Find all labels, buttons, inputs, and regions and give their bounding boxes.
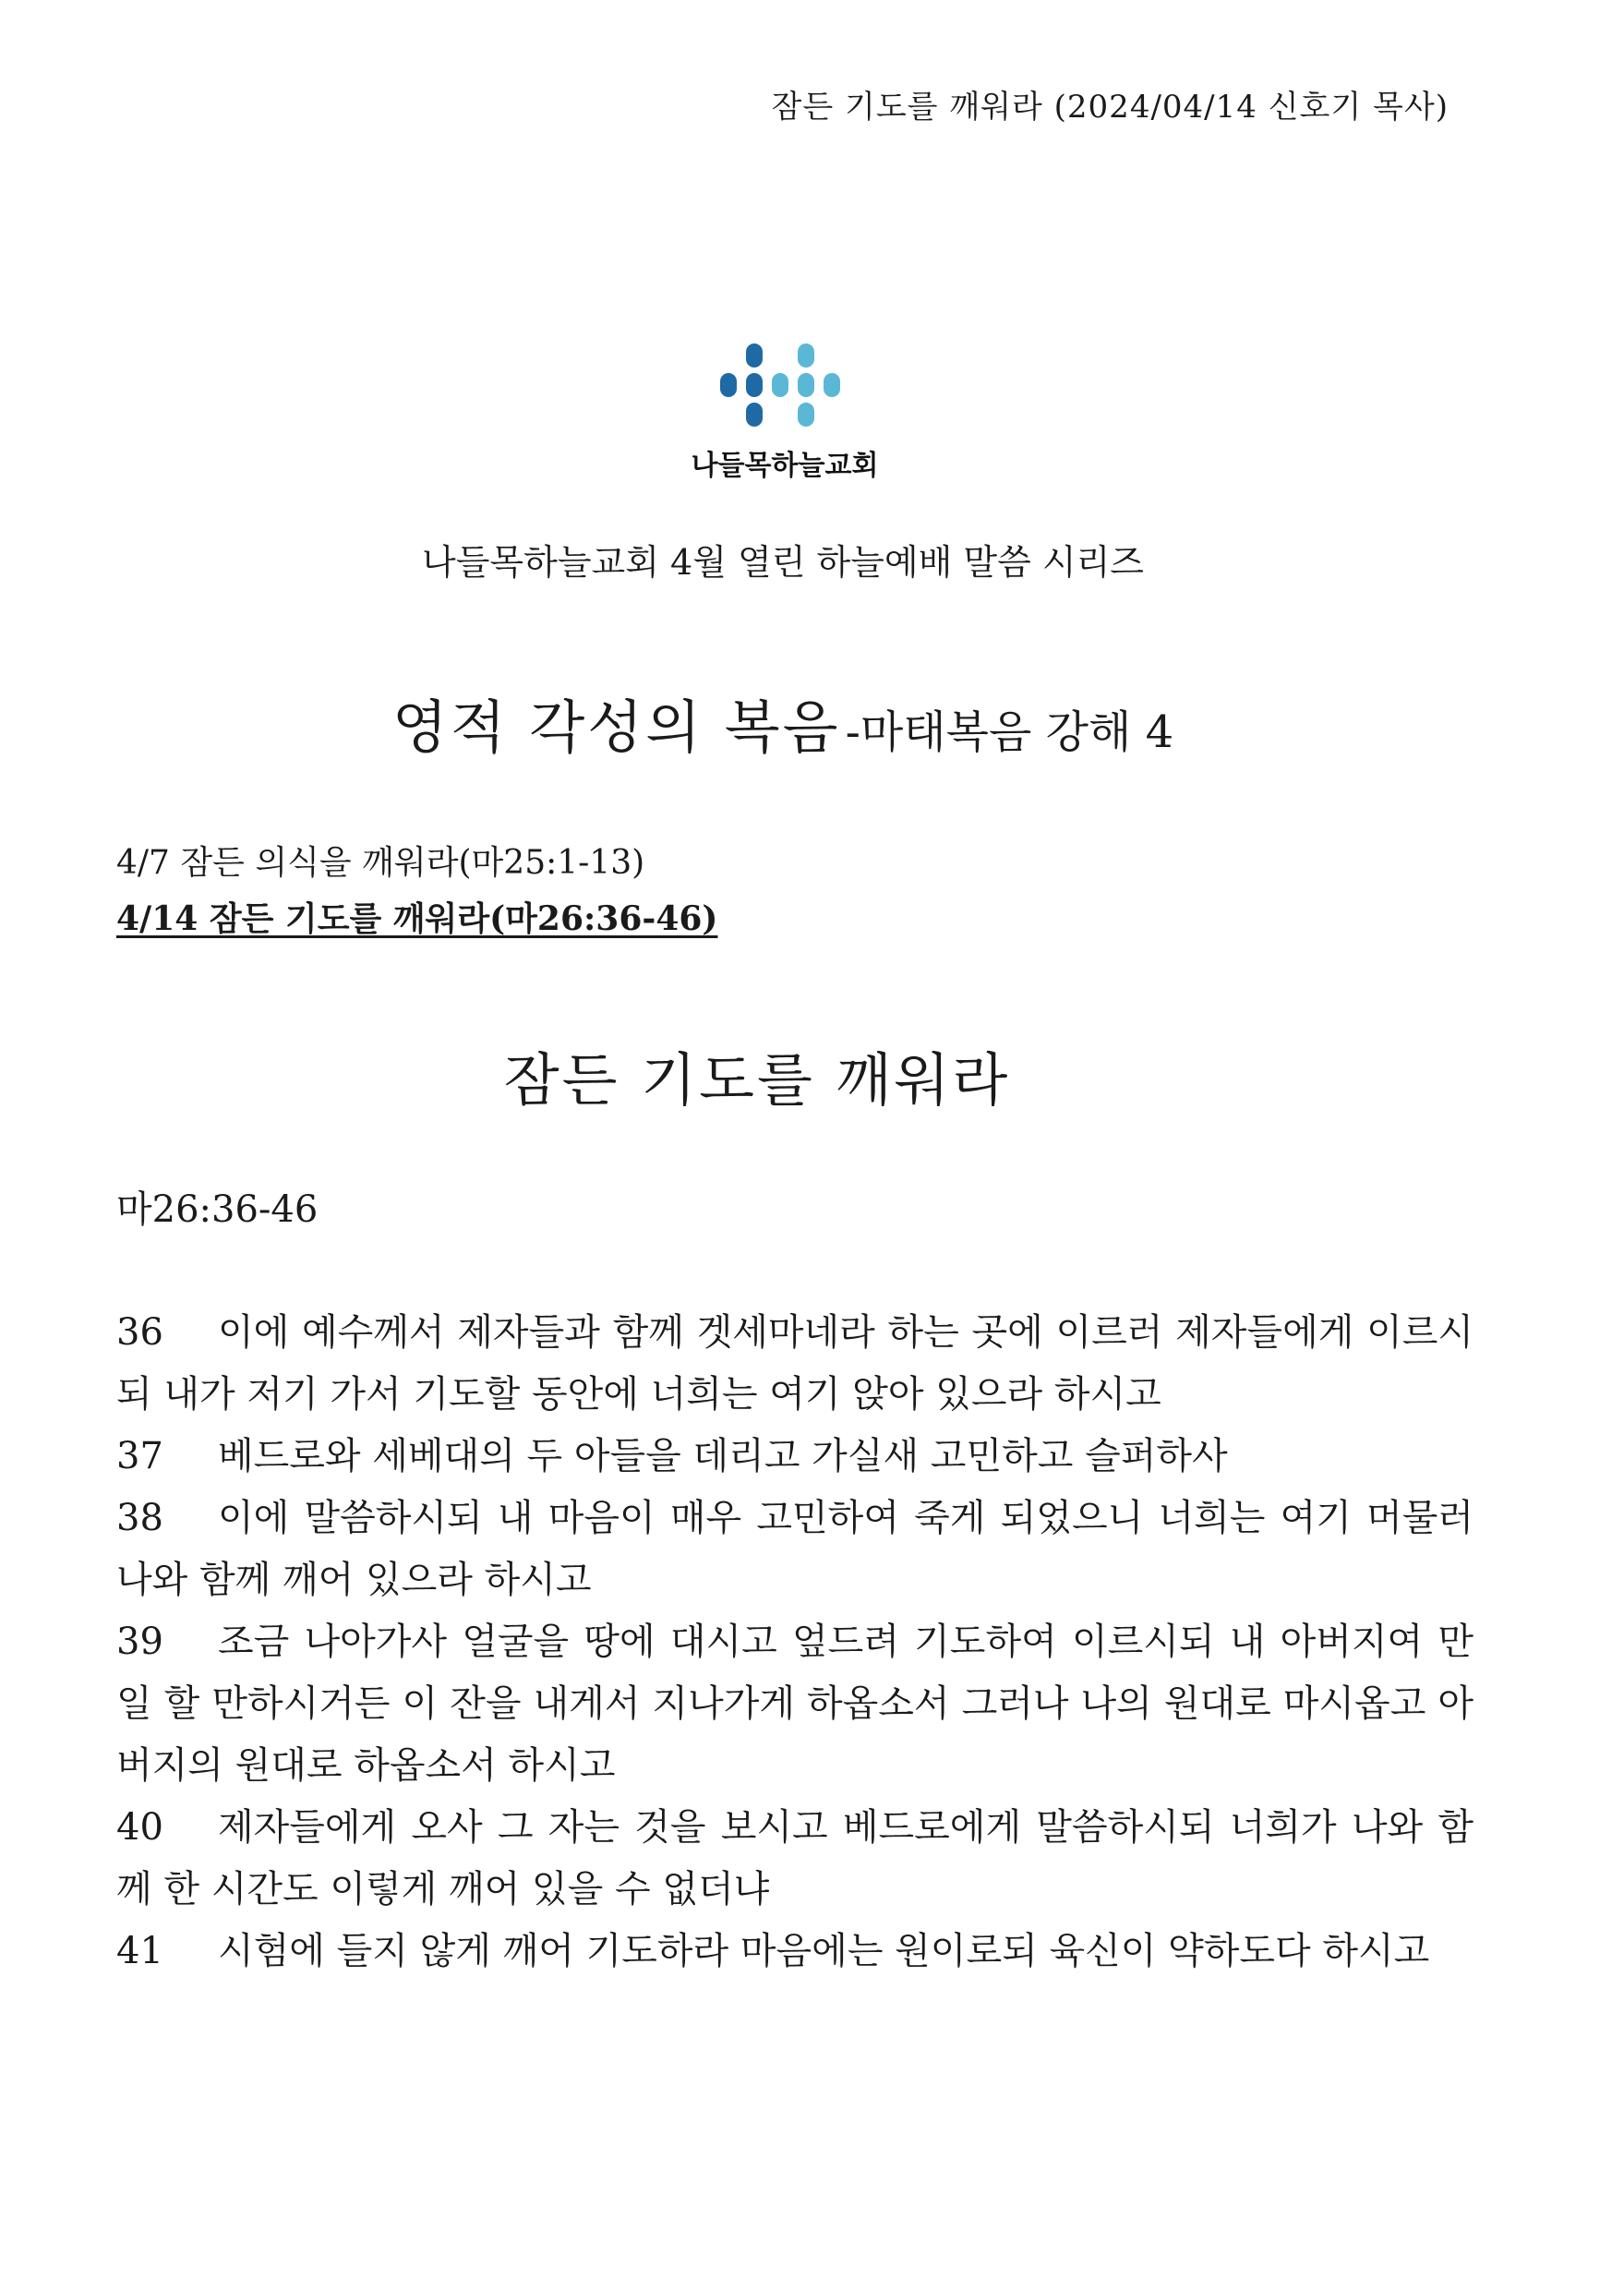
verse-text: 베드로와 세베대의 두 아들을 데리고 가실새 고민하고 슬퍼하사 <box>218 1435 1228 1477</box>
verse-number: 40 <box>116 1806 163 1849</box>
sermon-list-item-current: 4/14 잠든 기도를 깨워라(마26:36-46) <box>116 899 718 938</box>
church-logo <box>683 344 886 482</box>
verse <box>116 1302 1474 1426</box>
verse-text: 시험에 들지 않게 깨어 기도하라 마음에는 원이로되 육신이 약하도다 하시고 <box>218 1930 1430 1972</box>
series-title: 나들목하늘교회 4월 열린 하늘예배 말씀 시리즈 <box>421 542 1145 583</box>
running-header: 잠든 기도를 깨워라 (2024/04/14 신호기 목사) <box>771 89 1449 126</box>
verse-number: 41 <box>116 1930 163 1972</box>
logo-text: 나들목하늘교회 <box>691 450 879 482</box>
main-title <box>0 681 1566 764</box>
verse <box>116 1611 1474 1797</box>
verse <box>116 1426 1474 1488</box>
verse <box>116 1921 1474 1983</box>
main-subtitle: -마태복음 강해 4 <box>845 706 1174 758</box>
verse-text: 이에 예수께서 제자들과 함께 겟세마네라 하는 곳에 이르러 제자들에게 이르시되 내가 저기 가서 기도할 동안에 너희는 여기 앉아 있으라 하시고 <box>116 1311 1474 1416</box>
verse-number: 38 <box>116 1497 163 1539</box>
verse <box>116 1797 1474 1921</box>
verse-text: 제자들에게 오사 그 자는 것을 보시고 베드로에게 말씀하시되 너희가 나와 함께 한 시간도 이렇게 깨어 있을 수 없더냐 <box>116 1806 1474 1910</box>
verse-text: 조금 나아가사 얼굴을 땅에 대시고 엎드려 기도하여 이르시되 내 아버지여 만일 할 만하시거든 이 잔을 내게서 지나가게 하옵소서 그러나 나의 원대로 마시옵고 아버지의 원대로 하옵소서 하시고 <box>116 1621 1474 1787</box>
main-title-text: 영적 각성의 복음 <box>391 693 841 761</box>
verse-number: 36 <box>116 1311 163 1354</box>
sermon-title: 잠든 기도를 깨워라 <box>503 1046 1011 1114</box>
scripture-verses <box>116 1302 1474 1983</box>
sermon-list <box>116 836 717 946</box>
cross-dots-icon <box>720 344 849 436</box>
passage-reference: 마26:36-46 <box>116 1188 319 1231</box>
verse-text: 이에 말씀하시되 내 마음이 매우 고민하여 죽게 되었으니 너희는 여기 머물러 나와 함께 깨어 있으라 하시고 <box>116 1497 1474 1601</box>
sermon-list-item: 4/7 잠든 의식을 깨워라(마25:1-13) <box>116 844 645 882</box>
verse-number: 39 <box>116 1621 163 1663</box>
verse <box>116 1488 1474 1611</box>
verse-number: 37 <box>116 1435 163 1477</box>
